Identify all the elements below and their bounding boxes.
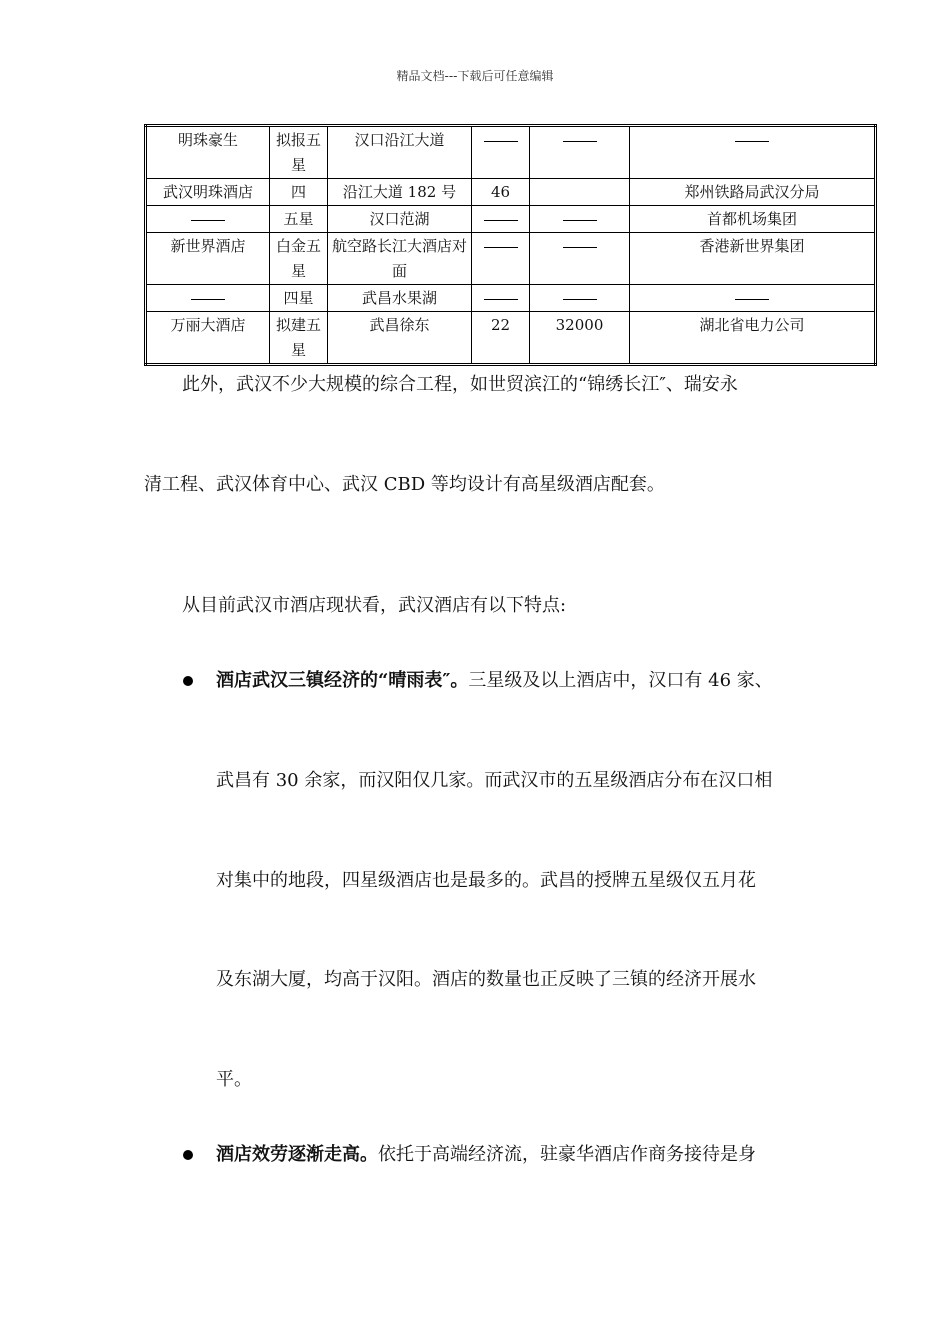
- table-cell: 46: [472, 179, 530, 206]
- table-cell: 万丽大酒店: [146, 312, 270, 365]
- table-cell: 四: [270, 179, 328, 206]
- table-cell: 汉口范湖: [328, 206, 472, 233]
- table-row: [146, 233, 876, 285]
- bullet-text: 三星级及以上酒店中，汉口有 46 家、: [468, 670, 773, 691]
- bullet-line: [216, 1143, 756, 1167]
- table-cell: [530, 206, 630, 233]
- paragraph-line: 清工程、武汉体育中心、武汉 CBD 等均设计有高星级酒店配套。: [144, 474, 665, 495]
- table-cell: 32000: [530, 312, 630, 365]
- bullet-line: 对集中的地段，四星级酒店也是最多的。武昌的授牌五星级仅五月花: [216, 870, 756, 891]
- dash-mark: [484, 299, 518, 300]
- table-cell: 白金五星: [270, 233, 328, 285]
- paragraph-intro: 从目前武汉市酒店现状看，武汉酒店有以下特点:: [182, 595, 567, 616]
- table-cell: 沿江大道 182 号: [328, 179, 472, 206]
- bullet-line: [216, 669, 773, 693]
- table-cell: 武汉明珠酒店: [146, 179, 270, 206]
- dash-mark: [563, 247, 597, 248]
- table-cell: [146, 206, 270, 233]
- bullet-line: 武昌有 30 余家，而汉阳仅几家。而武汉市的五星级酒店分布在汉口相: [216, 770, 773, 791]
- bullet-heading: 酒店武汉三镇经济的“晴雨表″。: [216, 670, 469, 691]
- table-cell: [472, 206, 530, 233]
- table-cell: 拟建五星: [270, 312, 328, 365]
- table-cell: 汉口沿江大道: [328, 126, 472, 179]
- bullet-line: 及东湖大厦，均高于汉阳。酒店的数量也正反映了三镇的经济开展水: [216, 969, 756, 990]
- dash-mark: [191, 220, 225, 221]
- table-cell: [472, 233, 530, 285]
- table-cell: [530, 179, 630, 206]
- table-row: [146, 206, 876, 233]
- table-cell: 香港新世界集团: [630, 233, 876, 285]
- table-cell: [472, 126, 530, 179]
- table-cell: [530, 126, 630, 179]
- table-cell: 首都机场集团: [630, 206, 876, 233]
- table-cell: 武昌徐东: [328, 312, 472, 365]
- table-cell: 郑州铁路局武汉分局: [630, 179, 876, 206]
- dash-mark: [191, 299, 225, 300]
- table-row: [146, 179, 876, 206]
- dash-mark: [735, 141, 769, 142]
- table-cell: [630, 126, 876, 179]
- table-cell: 四星: [270, 285, 328, 312]
- table-cell: [630, 285, 876, 312]
- table-cell: 明珠豪生: [146, 126, 270, 179]
- table-row: [146, 285, 876, 312]
- table-cell: [530, 233, 630, 285]
- table-cell: [472, 285, 530, 312]
- page-header: 精品文档---下载后可任意编辑: [396, 69, 554, 83]
- dash-mark: [484, 247, 518, 248]
- table-cell: 航空路长江大酒店对面: [328, 233, 472, 285]
- bullet-text: 依托于高端经济流，驻豪华酒店作商务接待是身: [378, 1144, 756, 1165]
- table-cell: [530, 285, 630, 312]
- table-cell: 五星: [270, 206, 328, 233]
- table-row: [146, 126, 876, 179]
- table-cell: [146, 285, 270, 312]
- dash-mark: [563, 141, 597, 142]
- dash-mark: [563, 299, 597, 300]
- dash-mark: [484, 220, 518, 221]
- table-row: [146, 312, 876, 365]
- paragraph-line: 此外，武汉不少大规模的综合工程，如世贸滨江的“锦绣长江″、瑞安永: [182, 374, 738, 395]
- bullet-line: 平。: [216, 1069, 252, 1090]
- table-cell: 拟报五星: [270, 126, 328, 179]
- bullet-dot: [183, 1150, 193, 1160]
- table-cell: 武昌水果湖: [328, 285, 472, 312]
- hotel-table: [144, 124, 877, 366]
- dash-mark: [563, 220, 597, 221]
- table-cell: 22: [472, 312, 530, 365]
- table-cell: 湖北省电力公司: [630, 312, 876, 365]
- table-cell: 新世界酒店: [146, 233, 270, 285]
- bullet-heading: 酒店效劳逐渐走高。: [216, 1144, 378, 1165]
- dash-mark: [484, 141, 518, 142]
- dash-mark: [735, 299, 769, 300]
- bullet-dot: [183, 676, 193, 686]
